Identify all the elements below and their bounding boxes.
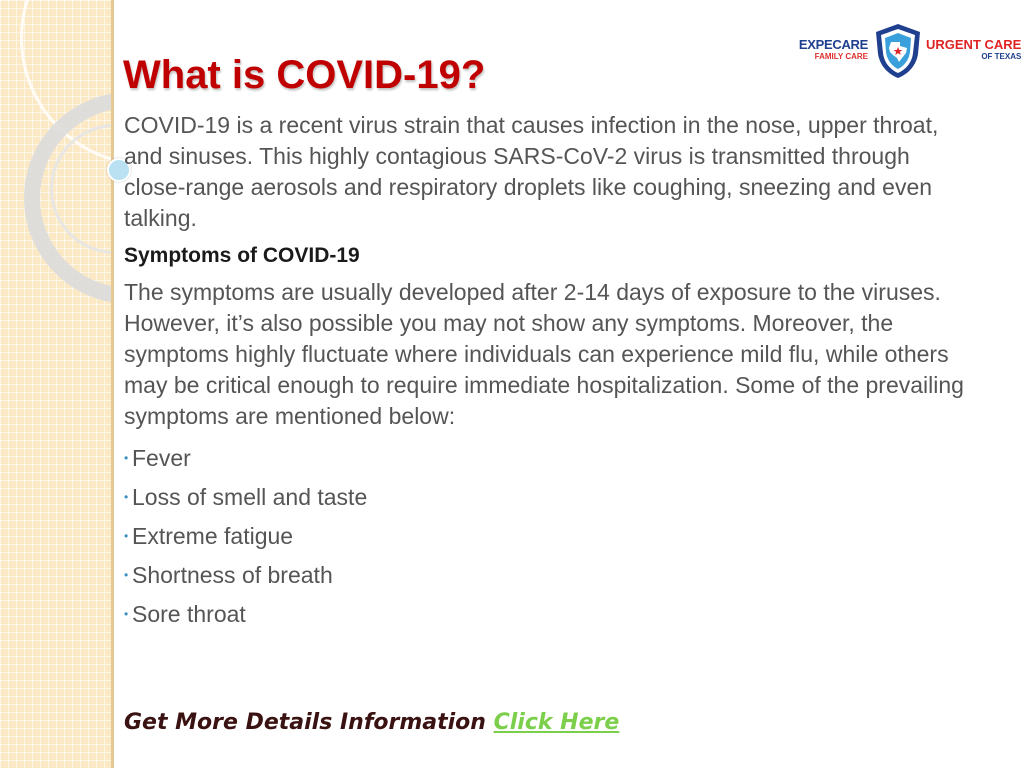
- list-item: [124, 595, 964, 634]
- symptom-label: Extreme fatigue: [132, 523, 294, 549]
- bullet-icon: •: [124, 451, 129, 465]
- bullet-icon: •: [124, 568, 129, 582]
- bullet-icon: •: [124, 607, 129, 621]
- symptom-label: Shortness of breath: [132, 562, 333, 588]
- logo-service-name: URGENT CARE: [926, 37, 1022, 52]
- logo-service-region: OF TEXAS: [981, 52, 1022, 61]
- logo-brand-name: EXPECARE: [798, 37, 868, 52]
- shield-texas-icon: [872, 22, 924, 80]
- slide-content: [124, 110, 964, 634]
- cta-text: Get More Details Information: [124, 710, 494, 735]
- logo-brand-subtitle: FAMILY CARE: [814, 52, 868, 61]
- panel-divider: [111, 0, 114, 768]
- symptoms-list: [124, 439, 964, 634]
- page-title: What is COVID-19?: [123, 53, 486, 97]
- bullet-icon: •: [124, 529, 129, 543]
- list-item: [124, 556, 964, 595]
- decorative-side-panel: [0, 0, 114, 768]
- logo-left-text: [799, 38, 868, 61]
- symptom-label: Fever: [132, 445, 191, 471]
- symptoms-heading: Symptoms of COVID-19: [124, 244, 360, 267]
- list-item: [124, 517, 964, 556]
- logo-right-text: [926, 38, 1021, 61]
- symptom-label: Sore throat: [132, 601, 246, 627]
- brand-logo: [798, 22, 1022, 82]
- symptom-label: Loss of smell and taste: [132, 484, 368, 510]
- list-item: [124, 478, 964, 517]
- call-to-action: [124, 706, 619, 740]
- click-here-link[interactable]: Click Here: [493, 710, 620, 735]
- symptoms-paragraph: The symptoms are usually developed after 2-14 days of exposure to the viruses. However, it’s also possible you may not show any symptoms. Moreover, the symptoms highly fluctuate where individuals can experience mild flu, while others may be critical enough to require immediate hospitalization. Some of the prevailing symptoms are mentioned below:: [124, 279, 964, 429]
- list-item: [124, 439, 964, 478]
- bullet-icon: •: [124, 490, 129, 504]
- intro-paragraph: COVID-19 is a recent virus strain that causes infection in the nose, upper throat, and sinuses. This highly contagious SARS-CoV-2 virus is transmitted through close-range aerosols and respiratory droplets like coughing, sneezing and even talking.: [124, 112, 939, 231]
